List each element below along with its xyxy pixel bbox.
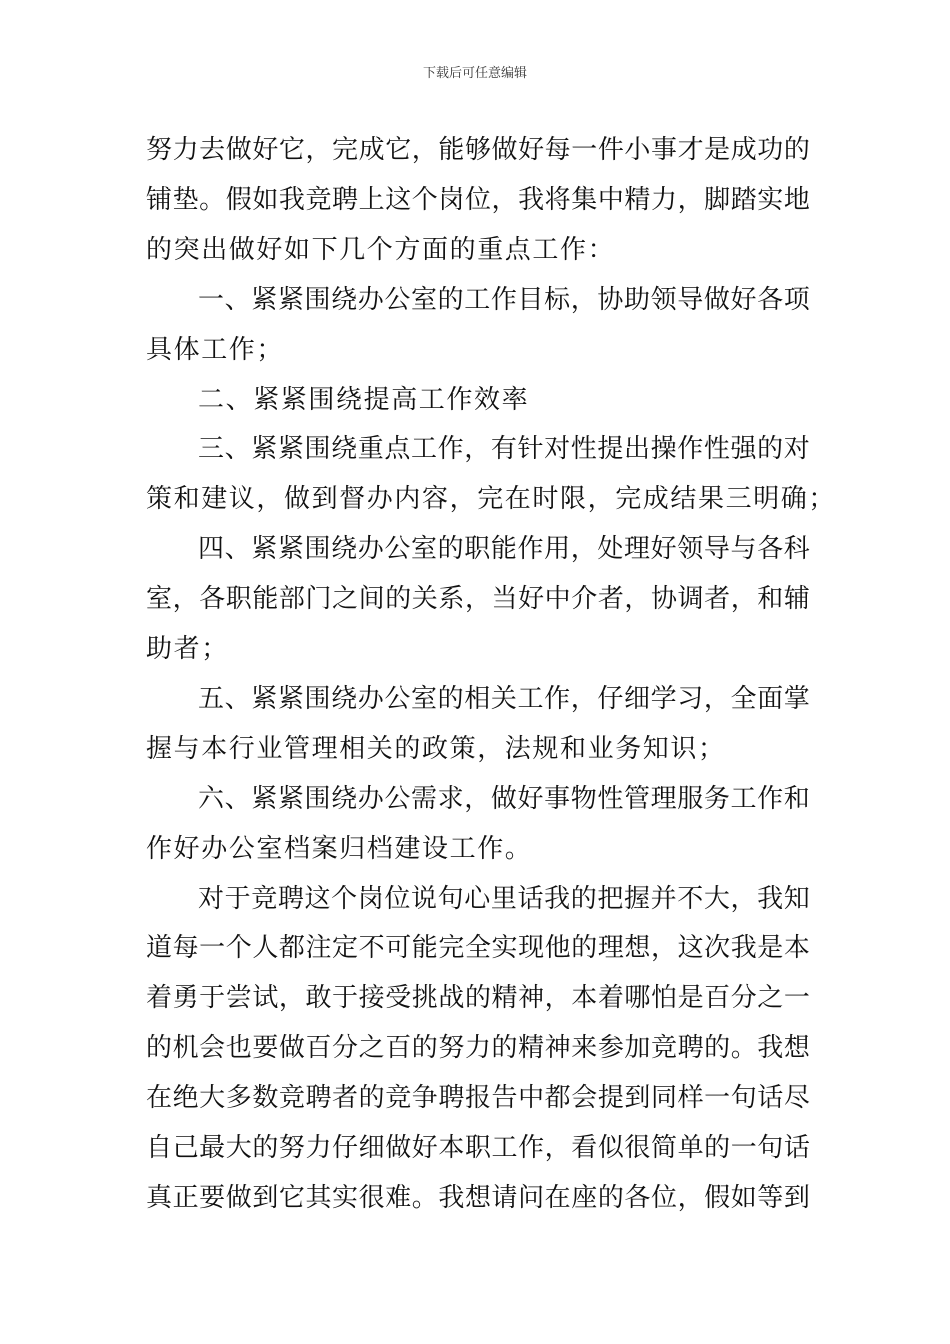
text-line: 六 、 紧 紧 围 绕 办 公 需 求 ， 做 好 事 物 性 管 理 服 务 工 作 和 (198, 784, 810, 814)
page-header: 下载后可任意编辑 (422, 66, 527, 81)
text-line: 自 己 最 大 的 努 力 仔 细 做 好 本 职 工 作 ， 看 似 很 简 单 的 一 句 话 (146, 1133, 810, 1163)
text-line: 具体工作； (146, 335, 285, 365)
text-line: 策和建议，做到督办内容，完在时限，完成结果三明确； (146, 484, 837, 514)
text-line: 在 绝 大 多 数 竞 聘 者 的 竞 争 聘 报 告 中 都 会 提 到 同 样 一 句 话 尽 (146, 1083, 810, 1113)
text-line: 握与本行业管理相关的政策，法规和业务知识； (146, 734, 726, 764)
text-line: 对 于 竞 聘 这 个 岗 位 说 句 心 里 话 我 的 把 握 并 不 大 ， 我 知 (198, 884, 810, 914)
text-line: 着 勇 于 尝 试 ， 敢 于 接 受 挑 战 的 精 神 ， 本 着 哪 怕 是 百 分 之 一 (146, 983, 810, 1013)
text-line: 二、紧紧围绕提高工作效率 (198, 385, 530, 415)
text-line: 五 、 紧 紧 围 绕 办 公 室 的 相 关 工 作 ， 仔 细 学 习 ， 全 面 掌 (198, 684, 810, 714)
text-line: 助者； (146, 634, 229, 664)
text-line: 一 、 紧 紧 围 绕 办 公 室 的 工 作 目 标 ， 协 助 领 导 做 好 各 项 (198, 285, 810, 315)
text-line: 室 ， 各 职 能 部 门 之 间 的 关 系 ， 当 好 中 介 者 ， 协 调 者 ， 和 辅 (146, 584, 810, 614)
text-line: 道 每 一 个 人 都 注 定 不 可 能 完 全 实 现 他 的 理 想 ， 这 次 我 是 本 (146, 933, 810, 963)
text-line: 作好办公室档案归档建设工作。 (146, 834, 533, 864)
text-line: 的 机 会 也 要 做 百 分 之 百 的 努 力 的 精 神 来 参 加 竞 聘 的 。 我 想 (146, 1033, 810, 1063)
text-line: 铺 垫 。 假 如 我 竞 聘 上 这 个 岗 位 ， 我 将 集 中 精 力 ， 脚 踏 实 地 (146, 185, 810, 215)
text-line: 努 力 去 做 好 它 ， 完 成 它 ， 能 够 做 好 每 一 件 小 事 才 是 成 功 的 (146, 135, 810, 165)
text-line: 真 正 要 做 到 它 其 实 很 难 。 我 想 请 问 在 座 的 各 位 ， 假 如 等 到 (146, 1183, 810, 1213)
text-line: 四 、 紧 紧 围 绕 办 公 室 的 职 能 作 用 ， 处 理 好 领 导 与 各 科 (198, 534, 810, 564)
text-line: 的突出做好如下几个方面的重点工作： (146, 235, 616, 265)
text-line: 三 、 紧 紧 围 绕 重 点 工 作 ， 有 针 对 性 提 出 操 作 性 强 的 对 (198, 434, 810, 464)
